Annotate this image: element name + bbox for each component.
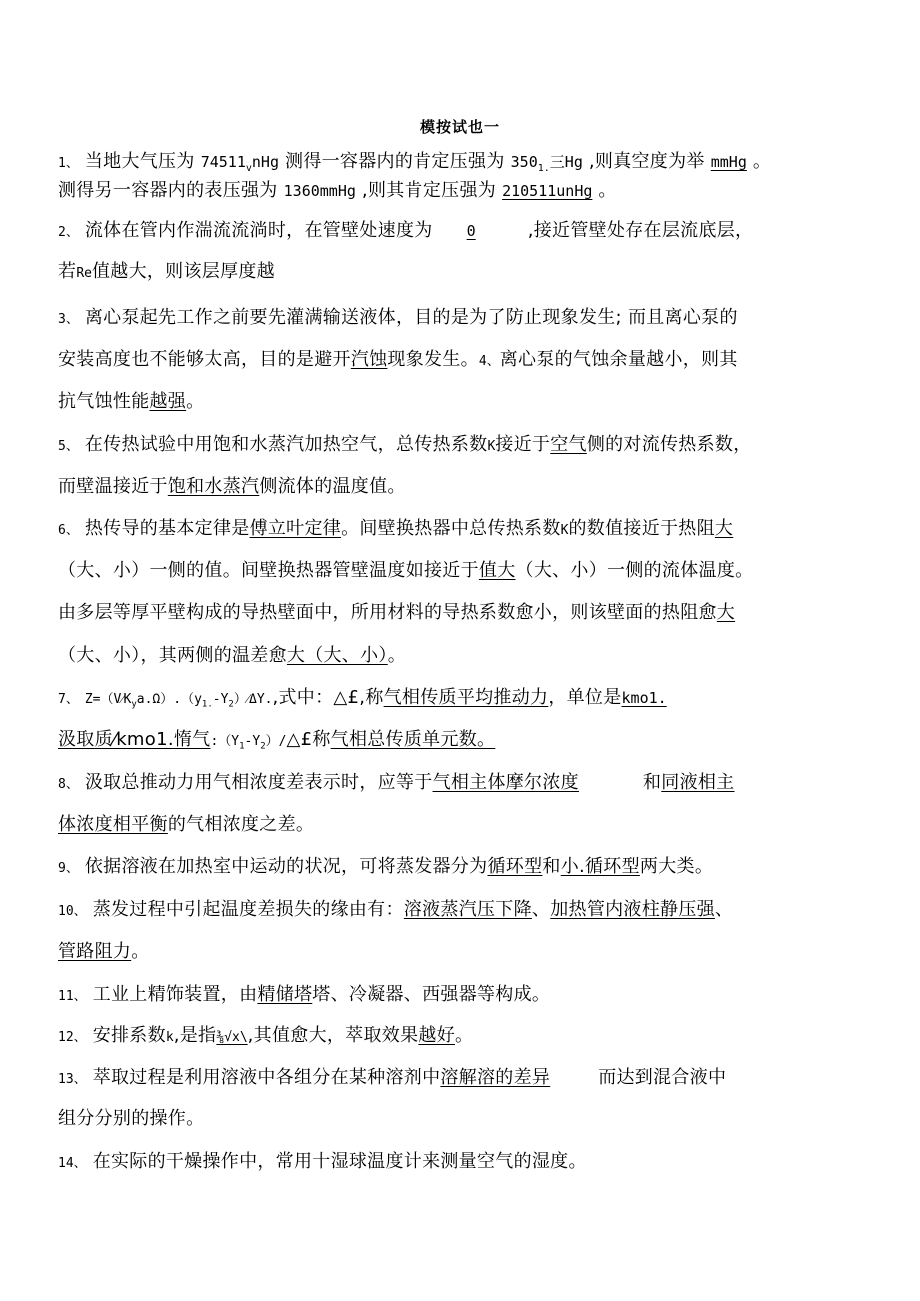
text-run: 由多层等厚平壁构成的导热壁面中，所用材料的导热系数愈小，则该壁面的热阻愈 — [58, 602, 717, 623]
subscript: 1. — [537, 163, 550, 174]
subscript: y — [131, 699, 137, 710]
text-run: 。 — [752, 151, 772, 172]
text-run: 在传热试验中用饱和水蒸汽加热空气，总传热系数 — [84, 434, 488, 455]
text-run: 安装高度也不能够太高，目的是避开 — [58, 349, 351, 370]
value-run — [510, 153, 583, 174]
subscript: 2 — [260, 741, 266, 752]
text-run: ,其值愈大，萃取效果 — [247, 1025, 419, 1046]
text-run: 的数值接近于热阻 — [568, 518, 715, 539]
text-line — [58, 260, 888, 286]
item-number: 6、 — [58, 523, 79, 538]
formula-part: :（Y — [210, 734, 240, 749]
item-number: 9、 — [58, 861, 79, 876]
answer-blank: 空气 — [550, 434, 587, 455]
text-run: 、 — [531, 899, 551, 920]
text-run: 两大类。 — [639, 856, 714, 877]
answer-blank: 饱和水蒸汽 — [167, 476, 260, 497]
answer-blank: 溶液蒸汽压下降 — [403, 899, 532, 920]
text-run: 离心泵起先工作之前要先灌满输送液体，目的是为了防止现象发生; — [84, 307, 622, 328]
formula-part: Z=（V⁄K — [84, 692, 132, 707]
answer-blank: 气相主体摩尔浓度 — [432, 772, 579, 793]
value-part: 三Hg — [549, 153, 583, 171]
text-run: 工业上精饰装置，由 — [92, 984, 258, 1005]
text-run: 。 — [186, 391, 205, 412]
item-number: 3、 — [58, 312, 79, 327]
formula-part: ）⁄ΔY. — [233, 692, 273, 707]
answer-blank: 傅立叶定律 — [249, 518, 342, 539]
text-run: 而且离心泵的 — [627, 307, 738, 328]
subscript: 2 — [228, 699, 234, 710]
item-number: 11、 — [58, 989, 87, 1004]
answer-blank: 小.循环型 — [560, 856, 640, 877]
formula — [210, 734, 287, 752]
text-run: （大、小），其两侧的温差愈 — [58, 645, 287, 666]
text-run: 接近于 — [495, 434, 551, 455]
text-run: 依据溶液在加热室中运动的状况，可将蒸发器分为 — [84, 856, 488, 877]
text-line — [58, 348, 888, 374]
text-run: 当地大气压为 — [84, 151, 195, 172]
text-run: （大、小）一侧的值。间壁换热器管壁温度如接近于 — [58, 560, 479, 581]
text-line — [58, 433, 888, 459]
text-run: 现象发生。 — [387, 349, 479, 370]
text-run: 离心泵的气蚀余量越小，则其 — [499, 349, 738, 370]
answer-blank: 管路阻力 — [58, 941, 132, 962]
page-title: 模按试也一 — [419, 118, 500, 136]
answer-blank: 大 — [716, 602, 736, 623]
text-line — [58, 686, 888, 717]
text-run: ,式中：△£,称 — [272, 687, 384, 708]
answer-blank: 210511unHg — [502, 182, 593, 200]
value-part: nHg — [251, 153, 279, 171]
text-line — [58, 1066, 888, 1092]
item-number: 1、 — [58, 156, 79, 171]
answer-blank: 越好 — [418, 1025, 455, 1046]
item-number: 12、 — [58, 1030, 87, 1045]
text-line — [58, 898, 888, 924]
answer-blank: 循环型 — [487, 856, 543, 877]
text-line — [58, 179, 888, 203]
formula-part: -Y — [212, 692, 229, 707]
text-line — [58, 1024, 888, 1050]
answer-blank: 大 — [714, 518, 734, 539]
text-run: 侧流体的温度值。 — [259, 476, 406, 497]
value-run: Re — [76, 266, 92, 281]
text-run: ,是指 — [173, 1025, 217, 1046]
text-line — [58, 219, 888, 245]
text-run: 抗气蚀性能 — [58, 391, 150, 412]
item-number: 10、 — [58, 904, 87, 919]
text-run: 汲取总推动力用气相浓度差表示时，应等于 — [84, 772, 433, 793]
text-run: 而达到混合液中 — [598, 1067, 727, 1088]
answer-blank: 汲取质⁄kmo1.惰气 — [58, 729, 211, 750]
text-run: 若 — [58, 261, 77, 282]
text-line — [58, 813, 888, 837]
answer-blank: 大（大、小） — [286, 645, 388, 666]
answer-blank: 同液相主 — [661, 772, 735, 793]
text-line — [58, 771, 888, 797]
item-number: 2、 — [58, 225, 79, 240]
answer-blank: 精储塔 — [257, 984, 313, 1005]
text-run: ,则其肯定压强为 — [361, 180, 497, 201]
answer-blank: 体浓度相平衡 — [58, 814, 168, 835]
answer-blank: 值大 — [478, 560, 516, 581]
text-line — [58, 728, 888, 759]
text-run: ,接近管壁处存在层流底层， — [527, 220, 754, 241]
item-number: 13、 — [58, 1072, 87, 1087]
value-part: 74511 — [200, 153, 246, 171]
text-run: 安排系数 — [92, 1025, 166, 1046]
formula-part: -Y — [244, 734, 261, 749]
text-run: 而壁温接近于 — [58, 476, 168, 497]
text-run: 和 — [642, 772, 662, 793]
text-run: 萃取过程是利用溶液中各组分在某种溶剂中 — [92, 1067, 441, 1088]
text-run: 。 — [598, 180, 617, 201]
text-line — [58, 475, 888, 499]
answer-blank: 溶解溶的差异 — [440, 1067, 551, 1088]
answer-blank: 0 — [466, 222, 476, 240]
item-number: 7、 — [58, 692, 79, 707]
subscript: v — [245, 163, 252, 174]
value-run: 1360mmHg — [283, 182, 356, 200]
text-run: 。 — [387, 645, 407, 666]
text-run: 。 — [131, 941, 150, 962]
value-run: K — [487, 439, 496, 454]
text-run: 流体在管内作湍流流淌时，在管壁处速度为 — [84, 220, 433, 241]
text-run: （大、小）一侧的流体温度。 — [515, 560, 754, 581]
text-run: 、 — [714, 899, 734, 920]
text-run: 值越大，则该层厚度越 — [91, 261, 275, 282]
text-run: 在实际的干燥操作中，常用十湿球温度计来测量空气的湿度。 — [92, 1151, 587, 1172]
value-run — [200, 153, 279, 174]
text-line — [58, 306, 888, 332]
answer-blank: kmo1. — [621, 689, 667, 707]
text-run: 热传导的基本定律是 — [84, 518, 250, 539]
text-run: 的气相浓度之差。 — [167, 814, 315, 835]
answer-blank: mmHg — [710, 153, 747, 171]
answer-blank: 越强 — [149, 391, 187, 412]
item-number: 5、 — [58, 439, 79, 454]
text-run: 测得一容器内的肯定压强为 — [285, 151, 505, 172]
text-line — [58, 855, 888, 881]
text-run: 。间壁换热器中总传热系数 — [341, 518, 561, 539]
value-run: k — [165, 1030, 174, 1045]
text-line — [58, 1150, 888, 1176]
answer-blank: 气相传质平均推动力 — [383, 687, 549, 708]
text-line — [58, 517, 888, 543]
text-run: △£称 — [286, 729, 331, 750]
item-number: 14、 — [58, 1156, 87, 1171]
subscript: 1 — [239, 741, 245, 752]
text-line — [58, 1107, 888, 1131]
text-run: ,则真空度为举 — [588, 151, 705, 172]
subscript: 1. — [201, 699, 213, 710]
answer-blank: 气相总传质单元数。 — [330, 729, 496, 750]
answer-blank: 汽蚀 — [350, 349, 388, 370]
text-run: 和 — [542, 856, 561, 877]
text-line — [58, 601, 888, 625]
text-line — [58, 559, 888, 583]
answer-blank: 加热管内液柱静压强 — [550, 899, 715, 920]
text-line — [58, 983, 888, 1009]
formula-part: ）/ — [265, 734, 287, 749]
text-run: 侧的对流传热系数， — [586, 434, 752, 455]
text-run: 。 — [455, 1025, 474, 1046]
text-run: ，单位是 — [548, 687, 622, 708]
value-part: 350 — [510, 153, 538, 171]
formula — [84, 692, 273, 710]
text-run: 组分分别的操作。 — [58, 1108, 205, 1129]
text-line — [58, 940, 888, 964]
formula-part: a.Ω）.（y — [136, 692, 202, 707]
item-number: 8、 — [58, 777, 79, 792]
text-run: 塔、冷凝器、西强器等构成。 — [312, 984, 551, 1005]
text-run: 测得另一容器内的表压强为 — [58, 180, 278, 201]
text-run: 蒸发过程中引起温度差损失的缘由有： — [92, 899, 404, 920]
value-run: K — [560, 523, 569, 538]
item-number: 4、 — [478, 354, 500, 369]
text-line — [58, 644, 888, 668]
answer-blank: ⅜√x\ — [216, 1030, 248, 1045]
text-line — [58, 390, 888, 414]
text-line — [58, 150, 888, 181]
